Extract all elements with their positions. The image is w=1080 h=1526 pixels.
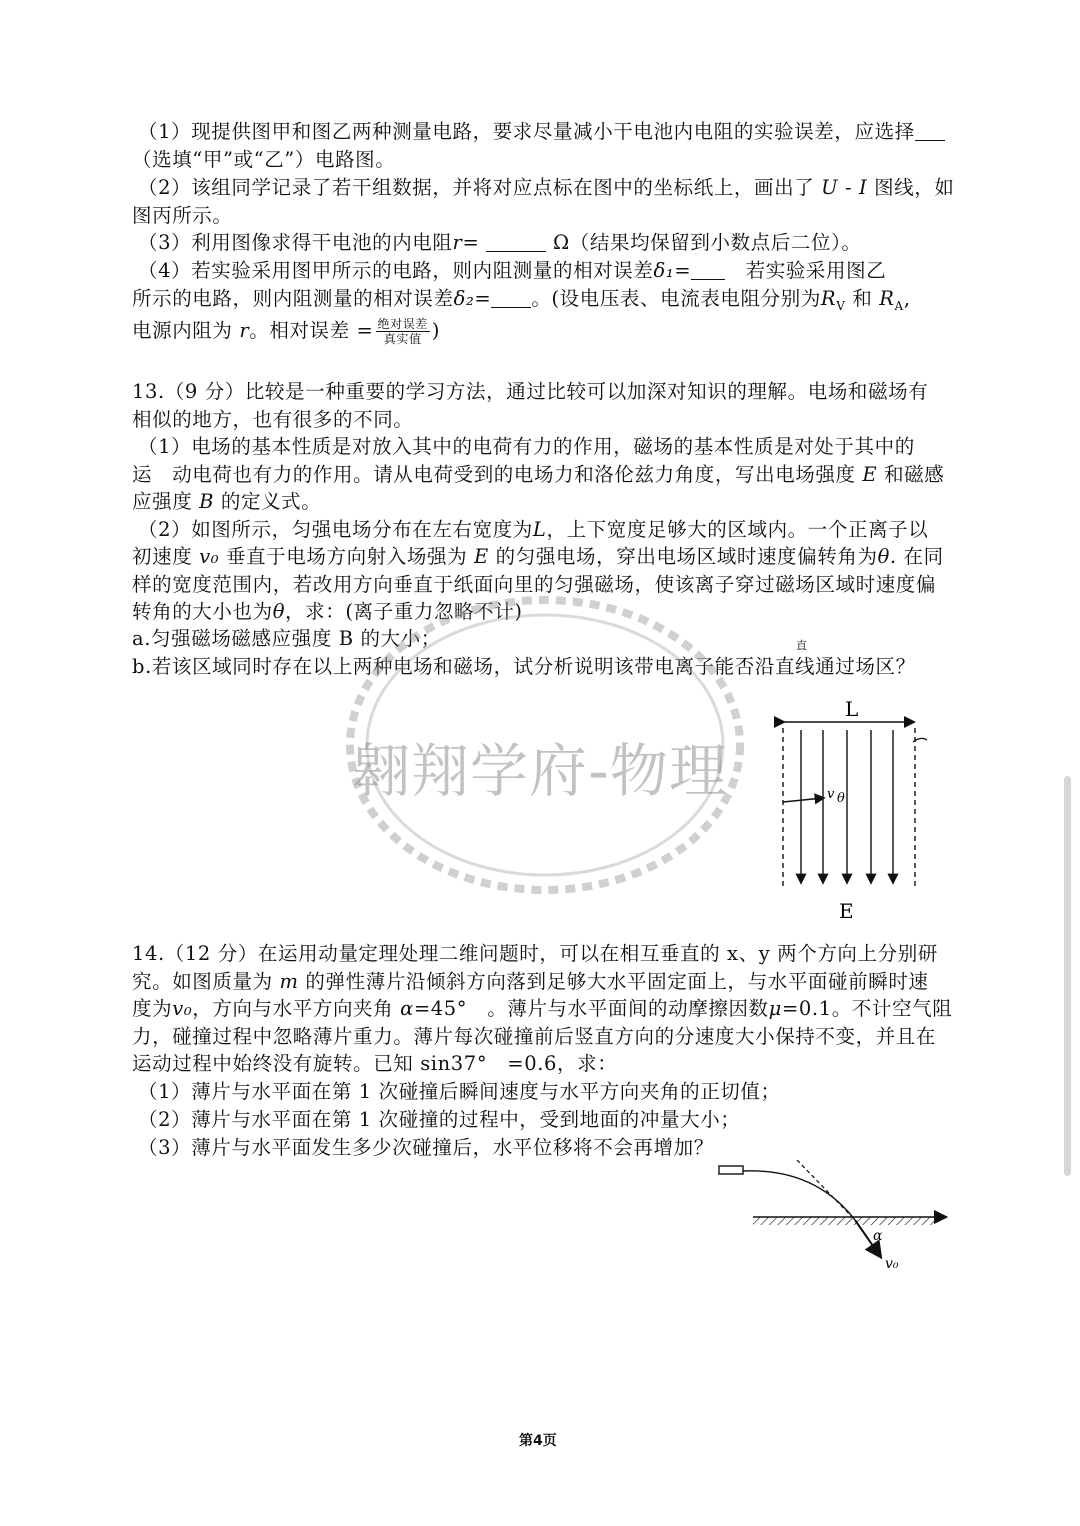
q13-line3: （1）电场的基本性质是对放入其中的电荷有力的作用，磁场的基本性质是对处于其中的 <box>138 435 915 458</box>
q12-part4-line2: 所示的电路，则内阻测量的相对误差δ₂= 。(设电压表、电流表电阻分别为$R_V$ 和 $R_A$, <box>132 287 911 313</box>
q13-line10: a.匀强磁场磁感应强度 B 的大小； <box>132 627 441 650</box>
q13-line6: （2）如图所示，匀强电场分布在左右宽度为L，上下宽度足够大的区域内。一个正离子以 <box>138 518 929 541</box>
q12-part1-line2: （选填“甲”或“乙”）电路图。 <box>132 148 396 171</box>
figure-label-L: L <box>845 697 859 721</box>
relative-error-fraction: $\frac{\text{绝对误差}}{\text{真实值}}$ <box>377 317 428 346</box>
q12-part4-line3: 电源内阻为 r。相对误差 = $\frac{\text{绝对误差}}{\text{真实值}}$ ) <box>132 317 441 346</box>
q14-part1: （1）薄片与水平面在第 1 次碰撞后瞬间速度与水平方向夹角的正切值； <box>138 1080 781 1103</box>
q13-line8: 样的宽度范围内，若改用方向垂直于纸面向里的匀强磁场，使该离子穿过磁场区域时速度偏 <box>132 573 937 596</box>
figure-label-theta: θ <box>837 791 845 806</box>
flake-collision-figure <box>715 1160 955 1275</box>
q13-line5: 应强度 B 的定义式。 <box>132 490 322 513</box>
q14-line3: 度为v₀，方向与水平方向夹角 α=45° 。薄片与水平面间的动摩擦因数μ=0.1。不计空气阻 <box>132 997 953 1020</box>
q14-line1: 14.（12 分）在运用动量定理处理二维问题时，可以在相互垂直的 x、y 两个方向上分别研 <box>132 942 938 965</box>
q13-line4: 运 动电荷也有力的作用。请从电荷受到的电场力和洛伦兹力角度，写出电场强度 E 和磁感 <box>132 463 945 486</box>
answer-blank <box>491 289 531 308</box>
q12-part2-line2: 图丙所示。 <box>132 204 233 227</box>
scrollbar[interactable] <box>1064 776 1071 1176</box>
q12-part3: （3）利用图像求得干电池的内电阻r= Ω（结果均保留到小数点后二位）。 <box>138 231 862 254</box>
q13-line11: b.若该区域同时存在以上两种电场和磁场，试分析说明该带电离子能否沿直线通过场区？ <box>132 655 916 678</box>
q13-line7: 初速度 v₀ 垂直于电场方向射入场强为 E 的匀强电场，穿出电场区域时速度偏转角为θ. 在同 <box>132 545 944 568</box>
electric-field-figure <box>765 692 935 924</box>
page-number: 第4页 <box>519 1433 557 1449</box>
q13-line2: 相似的地方，也有很多的不同。 <box>132 408 414 431</box>
q13-line9: 转角的大小也为θ，求：(离子重力忽略不计) <box>132 600 523 623</box>
handwritten-note: 直 <box>796 639 808 652</box>
q13-line1: 13.（9 分）比较是一种重要的学习方法，通过比较可以加深对知识的理解。电场和磁场有 <box>132 380 929 403</box>
q12-part4-line1: （4）若实验采用图甲所示的电路，则内阻测量的相对误差δ₁= 若实验采用图乙 <box>138 259 887 282</box>
q14-part3: （3）薄片与水平面发生多少次碰撞后，水平位移将不会再增加？ <box>138 1136 714 1159</box>
q12-part2-line1: （2）该组同学记录了若干组数据，并将对应点标在图中的坐标纸上，画出了 U - I 图线，如 <box>138 176 955 199</box>
figure-label-v: v <box>827 787 835 802</box>
q12-part1-line1: （1）现提供图甲和图乙两种测量电路，要求尽量减小干电池内电阻的实验误差，应选择 <box>138 120 945 144</box>
q14-line2: 究。如图质量为 m 的弹性薄片沿倾斜方向落到足够大水平固定面上，与水平面碰前瞬时速 <box>132 970 929 993</box>
answer-blank <box>915 122 945 141</box>
answer-blank <box>486 233 546 252</box>
q14-part2: （2）薄片与水平面在第 1 次碰撞的过程中，受到地面的冲量大小； <box>138 1108 741 1131</box>
watermark-text: 翱翔学府-物理 <box>352 737 728 805</box>
figure-label-E: E <box>839 899 854 923</box>
figure-label-v0: v₀ <box>885 1256 899 1272</box>
answer-blank <box>691 261 725 280</box>
figure-label-alpha: α <box>873 1228 883 1244</box>
q14-line5: 运动过程中始终没有旋转。已知 sin37° =0.6，求： <box>132 1052 618 1075</box>
q14-line4: 力，碰撞过程中忽略薄片重力。薄片每次碰撞前后竖直方向的分速度大小保持不变，并且在 <box>132 1025 937 1048</box>
